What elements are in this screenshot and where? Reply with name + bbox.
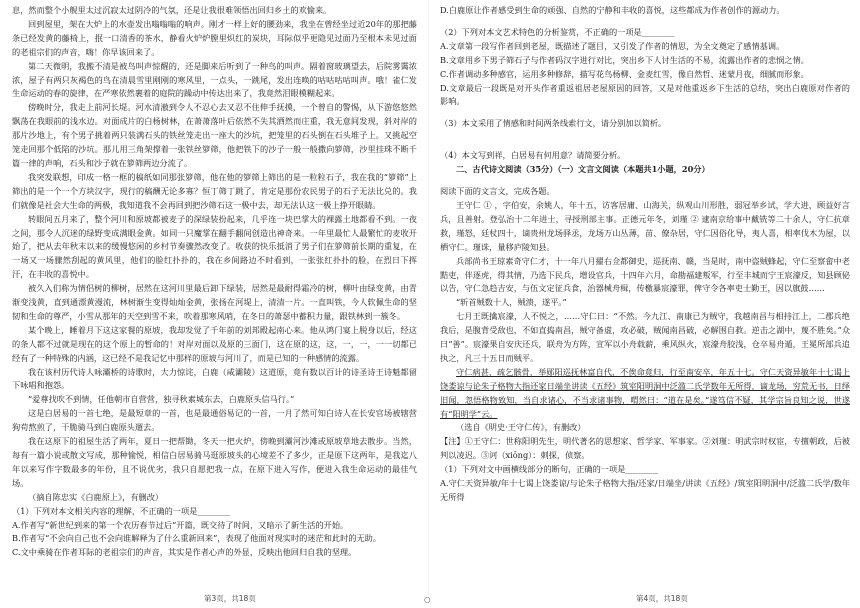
question-1-option-a: A.作者写“新世纪到来的第一个农历春节过后”开篇，既交待了时间，又暗示了新生活的开始。 <box>12 519 349 530</box>
classical-passage: “斩首贼数十人，贼溃，遂平。” <box>456 297 567 308</box>
essay-paragraph: 息，然而整个小舰里太过沉寂太过阴冷的气氛，还是让我很难领悟出回归乡土的欢愉来。 <box>12 5 332 15</box>
page-number-left: 第3页，共18页 <box>204 594 256 603</box>
classical-passage: 七月王既擒宸濠，人不悦之，……守仁曰：“不然。今九江、南康已为贼守，我越南昌与相持江上，二郡兵绝我后，是腹背受敌也，不如直捣南昌，贼守备虚，攻必破，贼闻南昌破，必解围自救。逆击之湖中，蔑不胜矣。”众曰“善”。宸濠果自安庆还兵，联舟为方阵，宣军以小舟载薪，乘风纵火，宸濠舟胶浅，仓卒易舟遁，王冕所部兵追执之，凡三十五日而贼平。 <box>440 311 850 363</box>
passage-source: （选自《明史·王守仁传》，有删改） <box>456 422 586 433</box>
page-divider <box>428 0 429 596</box>
question-5-option-a: A.守仁天资异敏/年十七谒上饶娄谅/与论朱子格物大指/还家/日端坐/讲读《五经》/筑室阳明洞中/泛滥二氏学/数年无所得 <box>440 478 850 502</box>
question-1-option-b: B.作者写“不会向自己也不会向谁解释为了什么重新回来”，表现了他面对现实时的迷茫和此时的无助。 <box>12 533 382 544</box>
question-5: （1）下列对文中画横线部分的断句，正确的一项是________ <box>440 464 659 475</box>
essay-paragraph: 第二天微明，我搬不清是被鸟叫声惊醒的，还是脚来后听到了一种鸟的叫声。隔着窗玻璃望去，后院雾霭浓浓，屋子有两只灰褐色的鸟在清晨雪里刚刚的寒风里，一点头，一跳尾，发出连唤的咕咕咕咕叫声。哦！雀仁发生命运动的春的旋律，在严寒依然裹着的庭院的躁动中传达出来了，我竟然泪眼模糊起来。 <box>12 60 417 99</box>
classical-passage: 兵部尚书王琼素奇守仁才，十一年八月擢右佥都御史，巡抚南、赣，当是时，南中盗贼蜂起，守仁至察畲中老黠吏，伴逐虎，得其情，乃选下民兵，增设官兵，十四年六月，命勘福建叛军，行至丰城而宁王宸濠反，知县顾佖以告，守仁急趋吉安，与伍文定征兵食，治器械舟楫，传檄暴宸濠罪，俾守令各率吏士勤王，因以旗鼓…… <box>440 255 850 294</box>
page-number-right: 第4页，共18页 <box>636 594 688 603</box>
essay-paragraph: 转眼间五月来了，整个河川和原坡都被麦子的深绿装扮起来，几乎连一块巴掌大的裸露土地都看不到。一夜之间，那令人沉迷的绿野变成满眼金黄。如同一只魔掌在翻手翻间创造出神奇来。一年里最忙人最繁忙的麦收开始了，把从去年秋末以来的缓慢悠闲的乡村节奏骤然改变了。收获的快乐抵消了男子们在箩筛前长期的重复，在一场又一场骤然刮起的黄风里，他们的脸红扑扑的，我在乡间路边不时看到，一张张红扑扑的脸，在烈日下挥汗，在丰收的喜悦中。 <box>12 213 417 280</box>
question-2-option-b: B.文章用乡下男子筛石子与作者码汉字进行对比，突出乡下人讨生活的不易，流露出作者的悲悯之情。 <box>440 54 809 65</box>
essay-paragraph: “爱尊找吹不到情，任他朝市自营营，独寻秋素城东去，白鹿原头信马行。” <box>28 394 295 405</box>
right-column <box>440 4 850 505</box>
classical-passage: 守仁病甚，疏乞骸骨，举郧阳巡抚林富自代，不俟命竟归，行至南安卒，年五十七。守仁天资异敏年十七谒上饶娄谅与论朱子格物大指还家日端坐讲读《五经》筑室阳明洞中泛滥二氏学数年无所得，谪龙场，穷荒无书，日绎旧闻，忽悟格物致知，当自求诸心，不当求诸事物，喟然曰：“道在是矣。”遂笃信不疑，其学宗旨良知之说，世遂有“阳明学”云。 <box>440 366 850 419</box>
essay-paragraph: 某个晚上，睡着月下这这家餐的原坡，我却发觉了千年前的刘邦殿起南心来。他从鸿门宴上脱身以后，经这的条人都不过就是现在的这个原上的暂命的！对岸对面以及原的三面门，这在原的这，这，一，一，一一切都已经有了一种特殊的内涵，这已经不是我记忆中那样的原坡与河川了，而是已知的一种感情的流露。 <box>12 324 417 363</box>
essay-paragraph: 傍晚时分，我走上前河长堤。河水清澈到令人不忍心去又忍不住伸手抚摸，一个曾自的警惕，从下游悠悠然飘荡在我眼前的浅水边。对面成片的白杨树林，在萧萧落叶后依然不失其洒然而庄重，我无意间发现，斜对岸的那片沙地上，有个男子挑着两只装满石头的铁丝笼走出一座大的沙坑，把笼里的石头倒在石头堆子上。又挑起空笼走回那个低陷的沙坑。那儿用三角架撑着一张铁丝箩筛，他把铁下的沙子一般一般撒向箩筛，沙里挂珠不断千篇一律的声响，石头和沙子就在箩筛两边分流了。 <box>12 102 417 168</box>
essay-paragraph: 我突发联想，印成一格一框的稿纸如同那张箩筛，他在他的箩筛上筛出的是一粒粒石子，我在我的“箩筛”上筛出的是一个一个方块汉字，现行的稿酬无论多寡？恒丁筛丁跳了，肯定是那份农民男子的石子无法比兑的。我们就像是社会大生命的两极，我知道我不会再回到把沙筛石这一极中去，却无法认这一极上挣开眼睛。 <box>12 171 417 210</box>
essay-source: （摘自陈忠实《白鹿原上》，有删改） <box>28 491 164 502</box>
question-1: （1）下列对本文相关内容的理解，不正确的一项是________ <box>12 505 231 516</box>
passage-notes: 【注】①王守仁：世称阳明先生，明代著名的思想家、哲学家、军事家。②刘瑾：明武宗时权宦，专擅朝政，后被判以凌迟。③诃（xiōng）：刺探，侦察。 <box>440 436 850 461</box>
question-2-option-c: C.作者调动多种感官，运用多种修辞，描写花鸟杨柳、金麦红雪，像自然哲、迷蒙月夜，细腻而形象。 <box>440 68 809 79</box>
question-2: （2）下列对本文艺术特色的分析鉴赏，不正确的一项是________ <box>440 26 675 37</box>
essay-paragraph: 这是白居易的一首七绝，是最短章的一首，也是最通俗易记的一首，一月了然可知白诗人在长安官场被辖营狗苟熬煎了，干脆骑马到白鹿原头遛去。 <box>12 408 417 433</box>
essay-paragraph: 我在该村历代诗人咏灞桥的诗歌时，大力惊诧，白鹿（咸灞陵）这道原，竟有数以百计的诗圣诗王诗魁都留下咏唱和抱怨。 <box>12 366 417 391</box>
question-1-option-d: D.白鹿原让作者感受到生命的顽强、自然的宁静和丰收的喜悦，这些都成为作者创作的源动力。 <box>440 5 785 15</box>
reading-instruction: 阅读下面的文言文，完成各题。 <box>440 186 555 197</box>
question-3: （3）本文采用了情感和时间两条线索行文，请分别加以简析。 <box>440 118 667 129</box>
question-2-option-d: D.文章最后一段既是对开头作者重返祖居老屋原因的回答，又是对他重返乡下生活的总结，突出白鹿原对作者的影响。 <box>440 82 850 107</box>
question-2-option-a: A.文章第一段写作者回到老屋，既描述了题目，又引发了作者的情思，为全文奠定了感情基调。 <box>440 40 785 51</box>
question-4: （4）本文写到祥，白居易有何用意？请简要分析。 <box>440 150 626 161</box>
left-column <box>12 4 417 560</box>
essay-paragraph: 我在这原下的祖屋生活了两年，夏日一把帮锄，冬天一把火炉，傍晚到灞河沙滩或原坡草地去散步。当然，每有一篇小说或散文写成，那种愉悦，相信白居易骑马逛原坡头的心境差不了多少，正是原下这两年，是我迄八年以来写作字数最多的年份，且不说优劣，我只自愿把我一点，在原下进入写作，便进入我生命运动的最佳气场。 <box>12 436 417 488</box>
question-1-option-c: C.文中乘骑在作者耳际的老祖宗们的声音，其实是作者心声的外显，反映出他回归自我的坚理。 <box>12 547 357 558</box>
section-heading: 二、古代诗文阅读（35分）（一）文言文阅读（本题共1小题，20分） <box>456 164 710 175</box>
essay-paragraph: 回到屋里，架在大炉上的水壶发出嗡嗡嗡的响声。刚才一样上好的腰劲来，我坐在曾经坐过近20年的那把藤条已经发黄的藤椅上，抿一口清香的茶水，静看火炉炉膛里炽红的炭块，耳际似乎更隐见过面乃至根本未见过面的老祖宗们的声音，嗨！你早该回来了。 <box>12 18 417 57</box>
essay-paragraph: 被久入们称为情侣树的柳树，居然在这河川里最后卸下绿装，居然是最耐得霜冷的树，柳叶由绿变黄，由青渐变浅黄，直到通漂黄漫流，林树渐生变得灿灿金黄，张扬在河堤上，清清一片。一直叫铁，今人软佩生命的坚韧和生命的尊严，小雪从那年的天空到雪不来，吹着那寒风哨，在冬日的萧瑟中蓄积力量，跟铁林到一簇冬。 <box>12 283 417 321</box>
binding-hole-icon: ○ <box>424 595 431 604</box>
classical-passage: 王守仁 ① ，字伯安，余姚人，年十五，访客居庸、山海关，纵观山川形胜，弱冠举乡试，学大进，顾益好言兵，且善射。登弘治十二年进士，寻授刑部主事。正德元年冬，刘瑾 ② 逮南京给事中戴铣等二十余人，守仁抗章救，瑾怒，廷杖四十，谪贵州龙场驿丞，龙场万山丛薄，苗、僚杂居，守仁因俗化导，夷人喜，相率伐木为屋，以栖守仁。瑾诛，量移庐陵知县。 <box>440 199 850 252</box>
